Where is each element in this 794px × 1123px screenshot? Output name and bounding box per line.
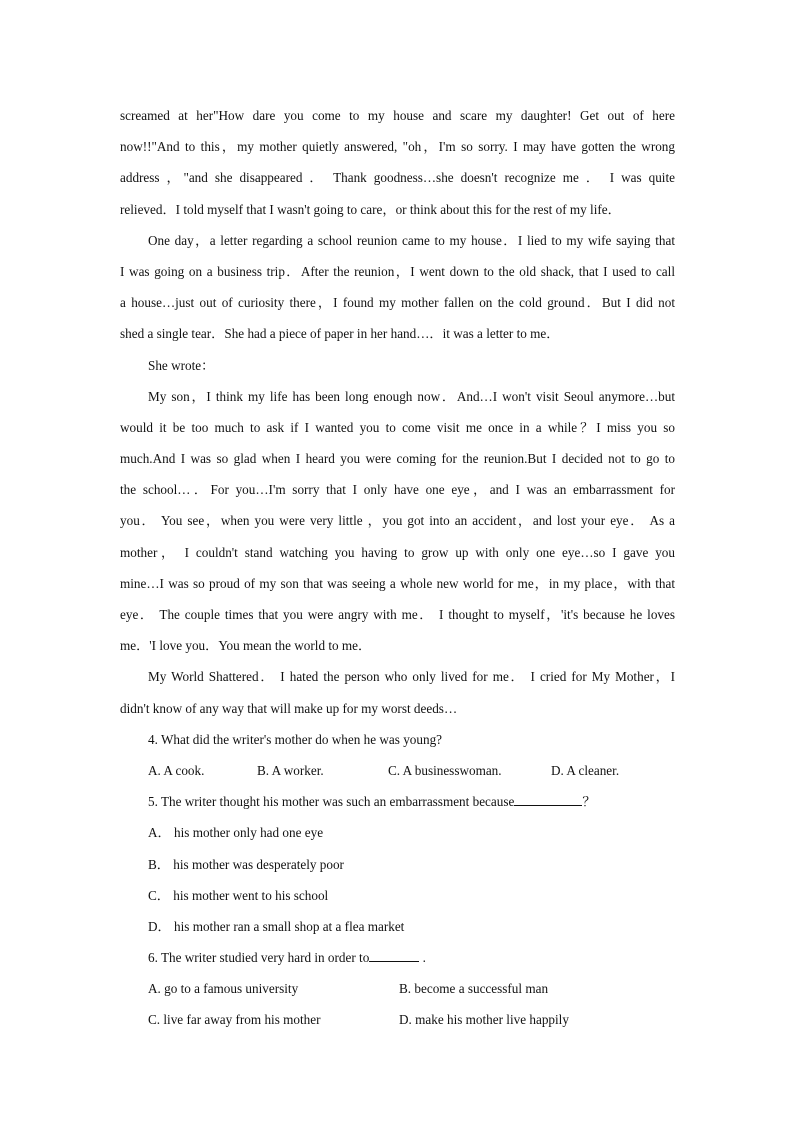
question-4-stem: 4. What did the writer's mother do when he was young? <box>148 731 443 747</box>
text-line: I was going on a business trip．After the reunion，I went down to the old shack, that I used to call <box>120 263 675 279</box>
question-6-text: 6. The writer studied very hard in order to <box>148 950 370 966</box>
text-line: now!!"And to this，my mother quietly answered, "oh，I'm so sorry. I may have gotten the wrong <box>120 139 675 155</box>
option-b[interactable]: B. A worker. <box>257 762 324 778</box>
text-line: much.And I was so glad when I heard you were coming for the reunion.But I decided not to go to <box>120 451 675 467</box>
text-line: you． You see，when you were very little ，you got into an accident，and lost your eye． As a <box>120 513 675 529</box>
text-line: mine…I was so proud of my son that was seeing a whole new world for me，in my place，with that <box>120 575 676 591</box>
question-5-text: 5. The writer thought his mother was such an embarrassment because <box>148 794 515 810</box>
question-5-end: ？ <box>582 794 596 810</box>
text-line: address ，"and she disappeared ． Thank goodness…she doesn't recognize me ． I was quite <box>120 170 675 186</box>
answer-blank[interactable] <box>514 791 582 806</box>
option-b[interactable]: B. become a successful man <box>399 981 549 997</box>
text-line: One day，a letter regarding a school reunion came to my house．I lied to my wife saying that <box>148 232 675 248</box>
question-5-stem <box>120 786 675 817</box>
text-line: shed a single tear．She had a piece of paper in her hand…．it was a letter to me． <box>120 326 560 342</box>
question-5-option-a[interactable]: A． his mother only had one eye <box>148 825 324 841</box>
question-6-options-row-2 <box>120 1004 675 1035</box>
question-6-options-row-1 <box>120 973 675 1004</box>
text-line: me．'I love you．You mean the world to me． <box>120 638 372 654</box>
text-line: relieved．I told myself that I wasn't going to care，or think about this for the rest of my life． <box>120 201 621 217</box>
text-line: didn't know of any way that will make up for my worst deeds… <box>120 700 458 716</box>
text-line: would it be too much to ask if I wanted you to come visit me once in a while？I miss you so <box>120 419 675 435</box>
text-line: My son，I think my life has been long enough now．And…I won't visit Seoul anymore…but <box>148 388 675 404</box>
text-line: the school…．For you…I'm sorry that I only have one eye，and I was an embarrassment for <box>120 482 675 498</box>
text-line: My World Shattered． I hated the person who only lived for me． I cried for My Mother，I <box>148 669 675 685</box>
option-c[interactable]: C. A businesswoman. <box>388 762 502 778</box>
paragraph-3 <box>120 350 675 381</box>
question-5-option-d[interactable]: D． his mother ran a small shop at a flea market <box>148 918 405 934</box>
option-d[interactable]: D. make his mother live happily <box>399 1012 569 1028</box>
question-5-option-c[interactable]: C． his mother went to his school <box>148 887 329 903</box>
option-a[interactable]: A. A cook. <box>148 762 205 778</box>
paragraph-1 <box>120 100 675 225</box>
option-c[interactable]: C. live far away from his mother <box>148 1012 321 1028</box>
question-5-option-b[interactable]: B． his mother was desperately poor <box>148 856 344 872</box>
option-a[interactable]: A. go to a famous university <box>148 981 299 997</box>
text-line: She wrote： <box>148 357 215 373</box>
question-6-end: . <box>419 950 426 966</box>
option-d[interactable]: D. A cleaner. <box>551 762 620 778</box>
text-line: screamed at her"How dare you come to my house and scare my daughter! Get out of here <box>120 108 675 123</box>
text-line: eye． The couple times that you were angry with me． I thought to myself，'it's because he loves <box>120 607 675 622</box>
answer-blank[interactable] <box>369 947 419 962</box>
paragraph-4 <box>120 381 675 662</box>
question-4-options <box>120 755 675 786</box>
text-line: mother， I couldn't stand watching you having to grow up with only one eye…so I gave you <box>120 544 675 560</box>
paragraph-2 <box>120 225 675 350</box>
paragraph-5 <box>120 661 675 723</box>
question-6-stem <box>120 942 675 973</box>
document-page <box>120 100 675 1036</box>
text-line: a house…just out of curiosity there，I found my mother fallen on the cold ground．But I did not <box>120 295 675 311</box>
